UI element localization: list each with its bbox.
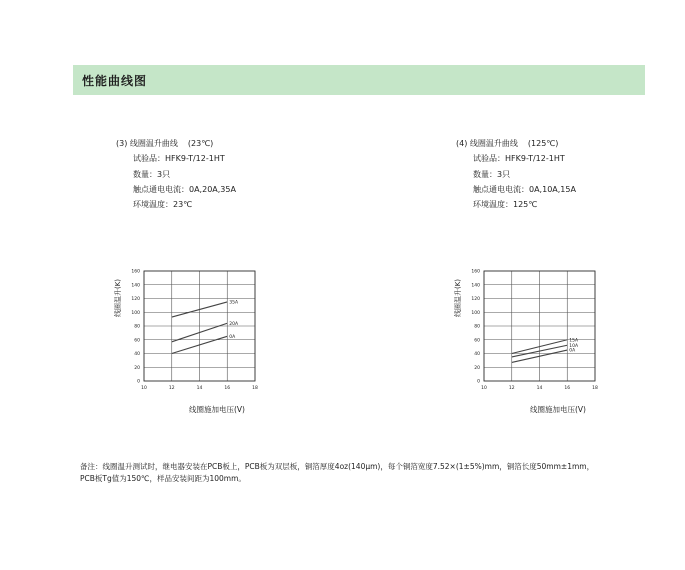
y-tick-label: 40 (134, 352, 140, 358)
panel-heading (116, 136, 236, 151)
ambient-temp: 环境温度：23℃ (133, 200, 193, 210)
chart-2-y-axis-label: 线圈温升(K) (454, 278, 462, 318)
chart-1-y-axis-label: 线圈温升(K) (114, 278, 122, 318)
note-line-1: 备注：线圈温升测试时，继电器安装在PCB板上，PCB板为双层板，铜箔厚度4oz(140μm)，每个铜箔宽度7.52×(1±5%)mm，铜箔长度50mm±1mm， (80, 462, 595, 471)
panel-heading-temp: (125℃) (527, 139, 559, 148)
y-tick-label: 0 (137, 379, 140, 385)
y-tick-label: 60 (134, 338, 140, 344)
panel-heading-text: 线圈温升曲线 (469, 139, 518, 148)
y-tick-label: 140 (131, 283, 140, 289)
x-tick-label: 10 (481, 386, 487, 391)
x-tick-label: 14 (536, 386, 543, 391)
x-tick-label: 18 (252, 386, 258, 391)
test-info-panel-1 (116, 136, 236, 212)
sample-count: 数量：3只 (133, 169, 171, 179)
panel-heading-number: (4) (456, 139, 468, 148)
y-tick-label: 80 (134, 324, 140, 330)
y-tick-label: 160 (471, 269, 480, 275)
x-tick-label: 12 (508, 386, 515, 391)
y-tick-label: 140 (471, 283, 480, 289)
temperature-rise-chart-1 (125, 264, 275, 396)
y-tick-label: 160 (131, 269, 140, 275)
contact-current: 触点通电电流：0A,20A,35A (133, 184, 236, 194)
y-tick-label: 120 (131, 297, 140, 303)
y-tick-label: 0 (477, 379, 480, 385)
series-label-0A: 0A (229, 334, 236, 340)
sample-name: 试验品：HFK9-T/12-1HT (133, 154, 225, 164)
y-tick-label: 100 (471, 310, 480, 316)
series-label-10A: 10A (569, 343, 579, 349)
y-tick-label: 100 (131, 310, 140, 316)
x-tick-label: 16 (564, 386, 571, 391)
y-tick-label: 40 (474, 352, 480, 358)
sample-count: 数量：3只 (473, 169, 511, 179)
panel-heading-temp: (23℃) (187, 139, 214, 148)
y-tick-label: 60 (474, 338, 480, 344)
note-line-2: PCB板Tg值为150℃，样品安装间距为100mm。 (80, 474, 246, 483)
panel-heading-text: 线圈温升曲线 (129, 139, 178, 148)
series-label-0A: 0A (569, 348, 576, 354)
series-label-15A: 15A (569, 338, 579, 344)
temperature-rise-chart-2 (465, 264, 615, 396)
x-tick-label: 12 (168, 386, 175, 391)
x-tick-label: 16 (224, 386, 231, 391)
panel-heading-number: (3) (116, 139, 128, 148)
ambient-temp: 环境温度：125℃ (473, 200, 538, 210)
y-tick-label: 80 (474, 324, 480, 330)
y-tick-label: 20 (474, 365, 480, 371)
test-note (80, 461, 670, 485)
x-tick-label: 10 (141, 386, 147, 391)
sample-name: 试验品：HFK9-T/12-1HT (473, 154, 565, 164)
series-label-35A: 35A (229, 300, 239, 306)
section-title: 性能曲线图 (82, 73, 148, 88)
chart-2-x-axis-label: 线圈施加电压(V) (530, 405, 586, 414)
y-tick-label: 20 (134, 365, 140, 371)
panel-heading (456, 136, 576, 151)
test-info-panel-2 (456, 136, 576, 212)
section-header (73, 65, 645, 95)
chart-1-x-axis-label: 线圈施加电压(V) (189, 405, 245, 414)
y-tick-label: 120 (471, 297, 480, 303)
x-tick-label: 14 (196, 386, 203, 391)
series-label-20A: 20A (229, 321, 239, 327)
contact-current: 触点通电电流：0A,10A,15A (473, 184, 576, 194)
x-tick-label: 18 (592, 386, 598, 391)
